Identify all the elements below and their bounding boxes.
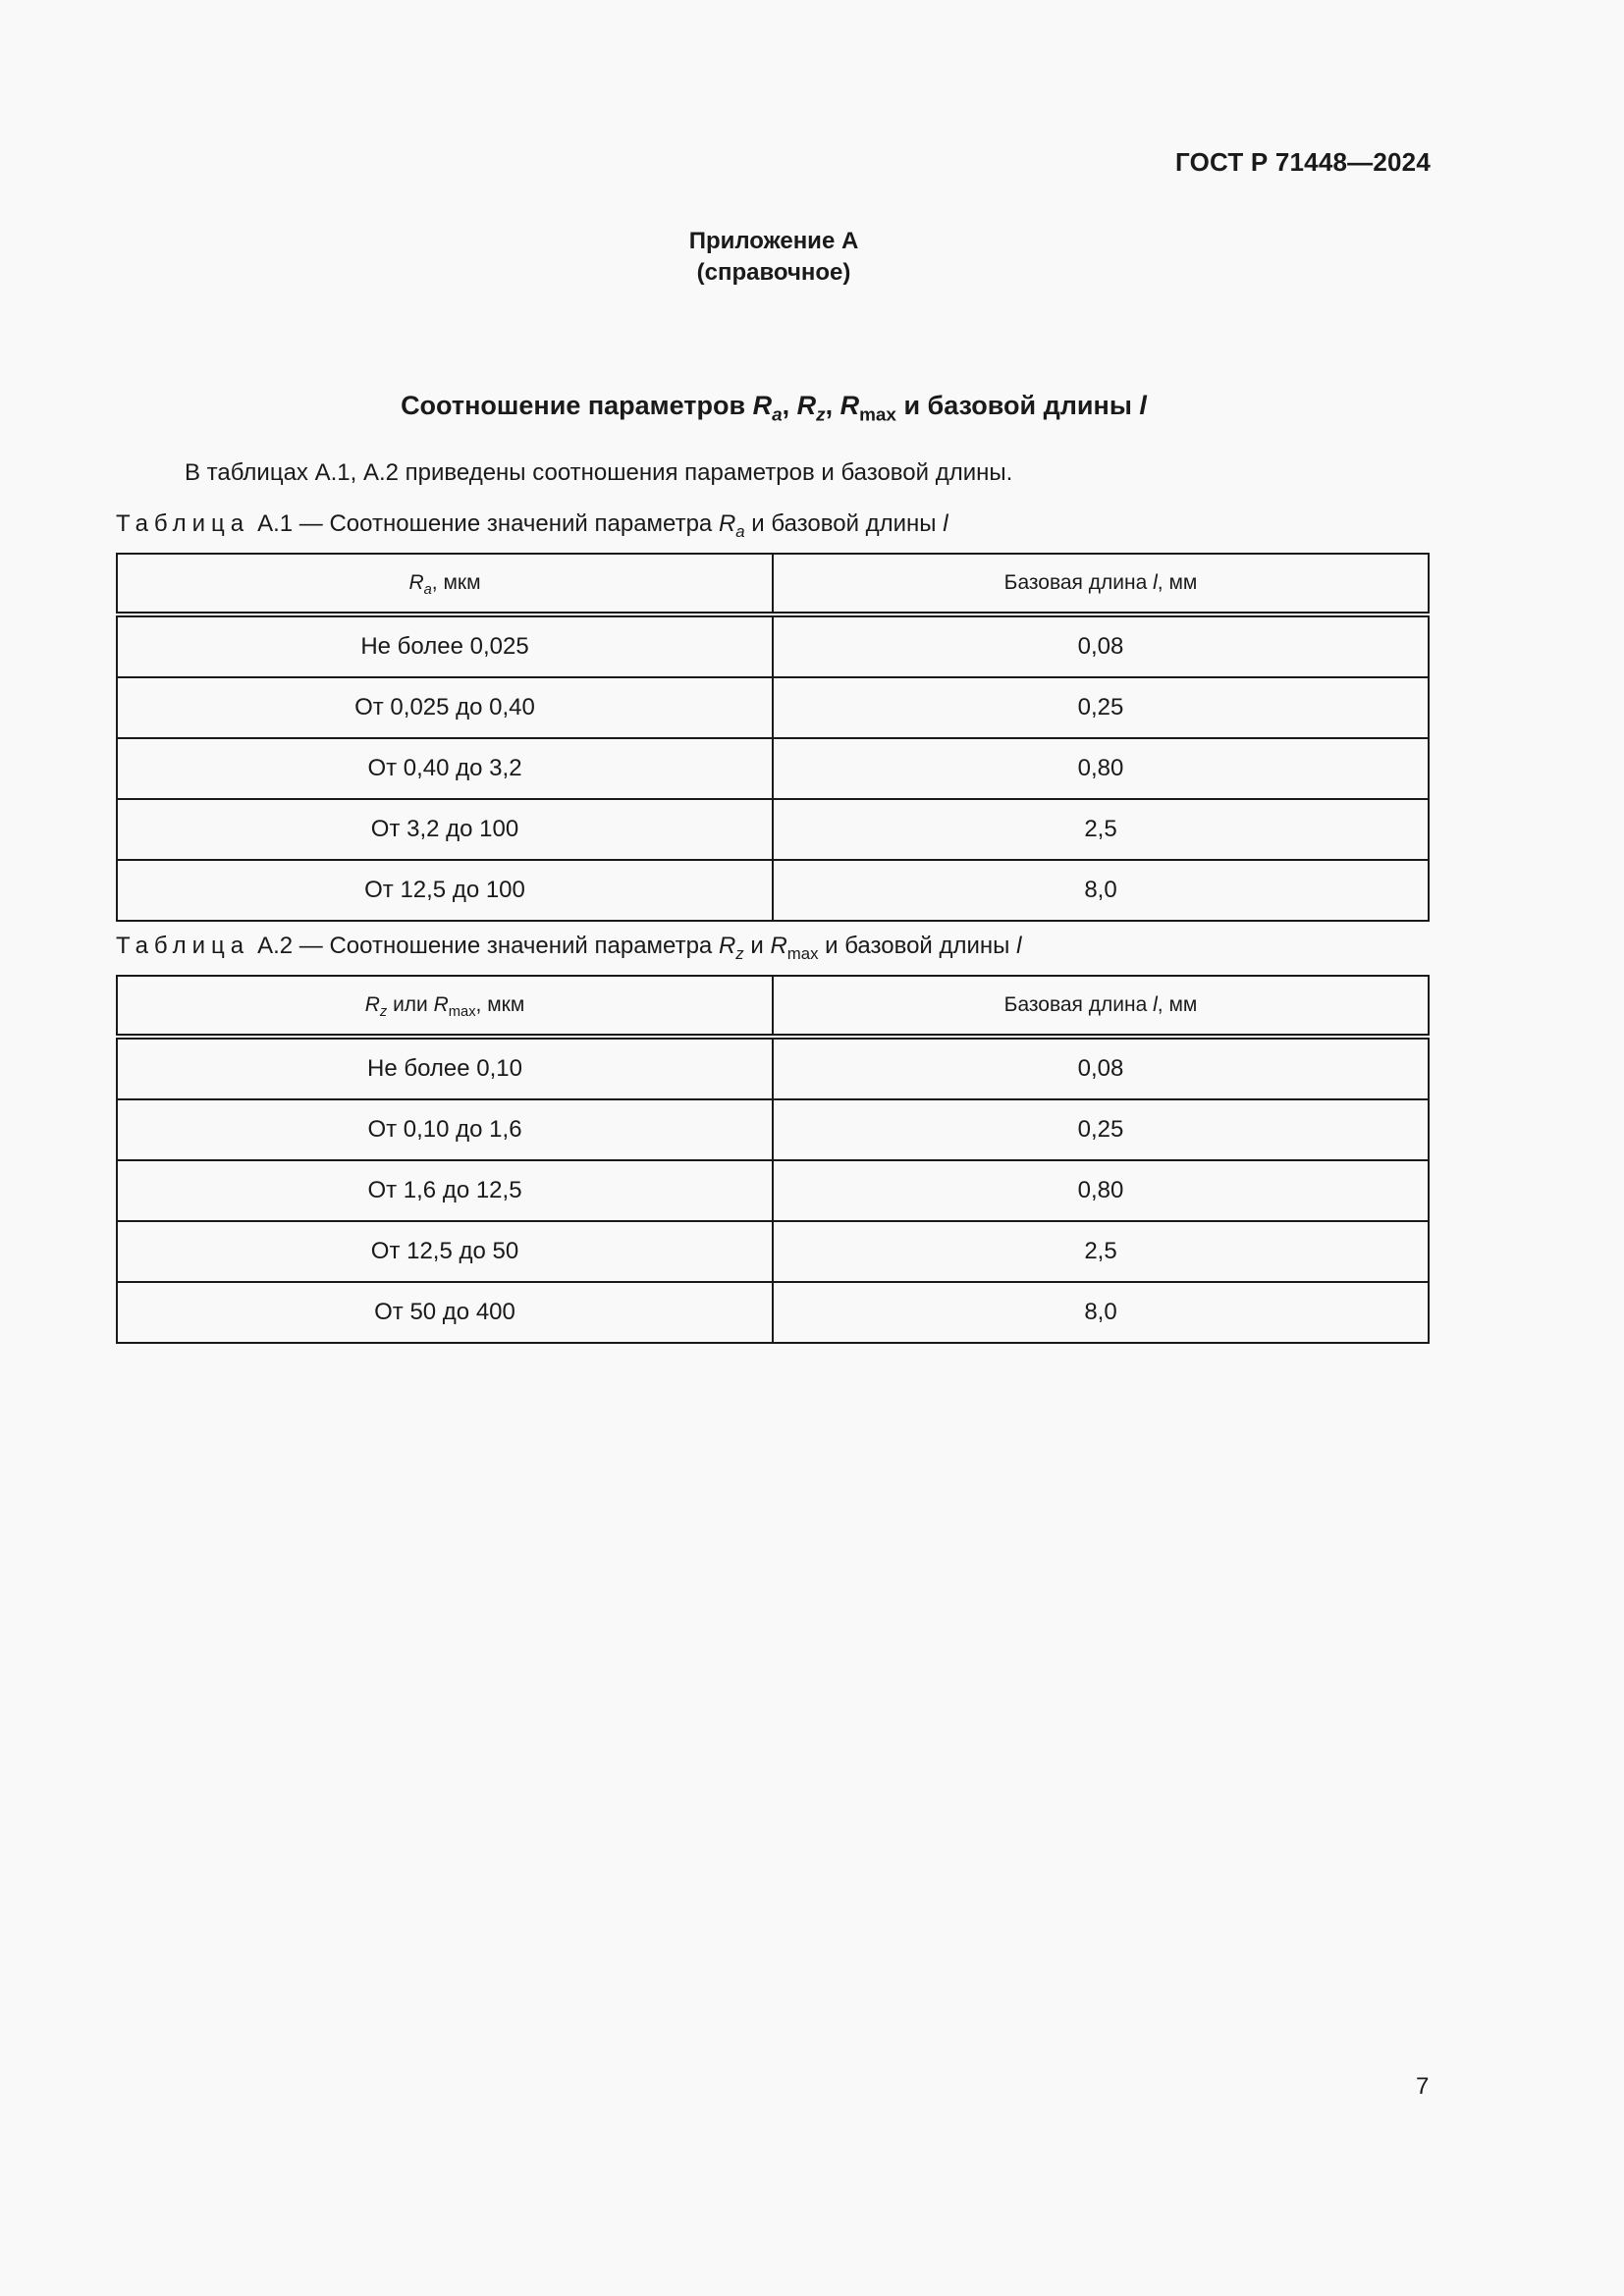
range-cell: От 1,6 до 12,5: [117, 1160, 773, 1221]
base-length-cell: 0,25: [773, 1099, 1429, 1160]
range-cell: Не более 0,10: [117, 1037, 773, 1099]
table-row: [117, 1160, 1429, 1221]
range-cell: От 0,10 до 1,6: [117, 1099, 773, 1160]
page-number: 7: [1416, 2073, 1430, 2100]
base-length-cell: 2,5: [773, 799, 1429, 860]
table-a1-body: [117, 614, 1429, 921]
table-a2-body: [117, 1037, 1429, 1343]
table-row: [117, 799, 1429, 860]
base-length-cell: 0,08: [773, 614, 1429, 677]
table-row: [117, 860, 1429, 921]
table-row: [117, 738, 1429, 799]
table-row: [117, 1099, 1429, 1160]
annex-heading: [0, 226, 1547, 289]
base-length-cell: 0,25: [773, 677, 1429, 738]
annex-subtitle: (справочное): [696, 259, 851, 286]
section-title: Соотношение параметров $R_a$, $R_z$, $R_{max}$ и базовой длины l: [401, 391, 1147, 426]
base-length-cell: 8,0: [773, 1282, 1429, 1343]
range-cell: От 0,025 до 0,40: [117, 677, 773, 738]
base-length-cell: 0,80: [773, 738, 1429, 799]
table-header-row: [117, 554, 1429, 614]
intro-paragraph: В таблицах А.1, А.2 приведены соотношения параметров и базовой длины.: [185, 459, 1013, 486]
range-cell: От 12,5 до 50: [117, 1221, 773, 1282]
document-code: ГОСТ Р 71448—2024: [1175, 147, 1431, 177]
annex-title: Приложение А: [688, 228, 859, 254]
table-row: [117, 677, 1429, 738]
column-header-base-length: Базовая длина l, мм: [773, 976, 1429, 1037]
column-header-base-length: Базовая длина l, мм: [773, 554, 1429, 614]
range-cell: От 12,5 до 100: [117, 860, 773, 921]
table-a1-caption: Таблица А.1 — Соотношение значений параметра $R_a$ и базовой длины l: [116, 510, 948, 541]
column-header-rz-rmax: $R_z$ или $R_{max}$, мкм: [117, 976, 773, 1037]
base-length-cell: 0,08: [773, 1037, 1429, 1099]
table-header-row: [117, 976, 1429, 1037]
base-length-cell: 8,0: [773, 860, 1429, 921]
range-cell: От 0,40 до 3,2: [117, 738, 773, 799]
table-row: [117, 1282, 1429, 1343]
table-a2: [116, 975, 1430, 1344]
table-row: [117, 1037, 1429, 1099]
table-row: [117, 1221, 1429, 1282]
table-row: [117, 614, 1429, 677]
table-a2-caption: Таблица А.2 — Соотношение значений параметра $R_z$ и $R_{max}$ и базовой длины l: [116, 933, 1022, 963]
table-a1: [116, 553, 1430, 922]
range-cell: Не более 0,025: [117, 614, 773, 677]
range-cell: От 50 до 400: [117, 1282, 773, 1343]
base-length-cell: 0,80: [773, 1160, 1429, 1221]
column-header-ra: $R_a$, мкм: [117, 554, 773, 614]
range-cell: От 3,2 до 100: [117, 799, 773, 860]
base-length-cell: 2,5: [773, 1221, 1429, 1282]
